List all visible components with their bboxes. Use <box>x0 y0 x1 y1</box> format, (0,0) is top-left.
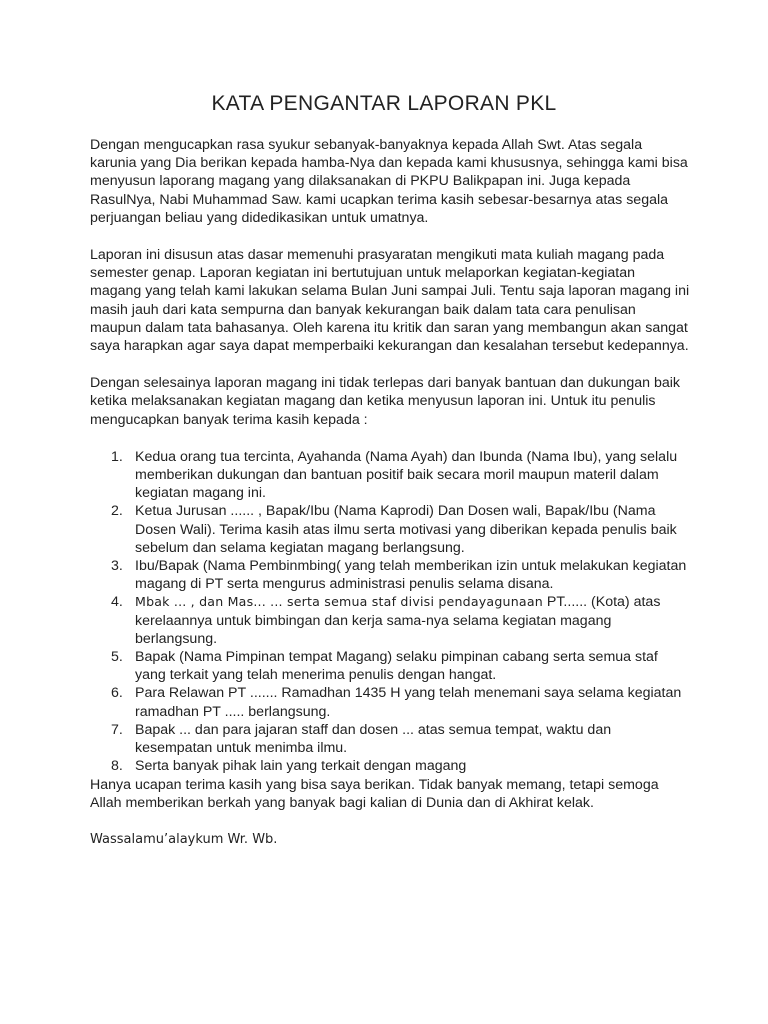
list-item <box>111 757 690 775</box>
list-number: 8. <box>111 758 123 775</box>
list-item <box>111 557 690 593</box>
acknowledgement-list <box>90 448 690 776</box>
list-item <box>111 684 690 720</box>
document-title: KATA PENGANTAR LAPORAN PKL <box>211 92 557 115</box>
paragraph-intro: Dengan mengucapkan rasa syukur sebanyak-banyaknya kepada Allah Swt. Atas segala karunia yang Dia berikan kepada hamba-Nya dan kepada kami khususnya, sehingga kami bisa menyusun laporang magang yang dilaksanakan di PKPU Balikpapan ini. Juga kepada RasulNya, Nabi Muhammad Saw. kami ucapkan terima kasih sebesar-besarnya atas segala perjuangan beliau yang didedikasikan untuk umatnya. <box>90 137 688 226</box>
list-number: 7. <box>111 721 123 738</box>
list-number: 4. <box>111 594 123 611</box>
list-number: 6. <box>111 685 123 702</box>
list-text: Bapak (Nama Pimpinan tempat Magang) selaku pimpinan cabang serta semua staf yang terkait yang telah menerima penulis dengan hangat. <box>135 649 658 684</box>
list-number: 3. <box>111 558 123 575</box>
list-number: 1. <box>111 448 123 465</box>
paragraph-purpose: Laporan ini disusun atas dasar memenuhi prasyaratan mengikuti mata kuliah magang pada semester genap. Laporan kegiatan ini bertutujuan untuk melaporkan kegiatan-kegiatan magang yang telah kami lakukan selama Bulan Juni sampai Juli. Tentu saja laporan magang ini masih jauh dari kata sempurna dan banyak kekurangan baik dalam tata cara penulisan maupun dalam tata bahasanya. Oleh karena itu kritik dan saran yang membangun akan sangat saya harapkan agar saya dapat memperbaiki kekurangan dan kesalahan tersebut kedepannya. <box>90 247 690 355</box>
list-text: Para Relawan PT ....... Ramadhan 1435 H yang telah menemani saya selama kegiatan ramadhan PT ..... berlangsung. <box>135 685 682 720</box>
list-text: PT...... (Kota) atas kerelaannya untuk bimbingan dan kerja sama-nya selama kegiatan magang berlangsung. <box>135 594 661 647</box>
list-item <box>111 593 690 648</box>
list-number: 2. <box>111 503 123 520</box>
signoff: Wassalamu’alaykum Wr. Wb. <box>90 831 278 847</box>
list-text: Ibu/Bapak (Nama Pembinmbing( yang telah memberikan izin untuk melakukan kegiatan magang di PT serta mengurus administrasi penulis selama disana. <box>135 558 687 593</box>
paragraph-closing: Hanya ucapan terima kasih yang bisa saya berikan. Tidak banyak memang, tetapi semoga Allah memberikan berkah yang banyak bagi kalian di Dunia dan di Akhirat kelak. <box>90 776 659 811</box>
list-text-alt-font: Mbak ... , dan Mas... ... serta semua staf divisi pendayagunaan <box>135 594 543 610</box>
list-item <box>111 502 690 557</box>
list-text: Ketua Jurusan ...... , Bapak/Ibu (Nama Kaprodi) Dan Dosen wali, Bapak/Ibu (Nama Dosen Wali). Terima kasih atas ilmu serta motivasi yang diberikan kepada penulis baik sebelum dan selama kegiatan magang berlangsung. <box>135 503 677 556</box>
list-item <box>111 721 690 757</box>
list-text: Kedua orang tua tercinta, Ayahanda (Nama Ayah) dan Ibunda (Nama Ibu), yang selalu memberikan dukungan dan bantuan positif baik secara moril maupun materil dalam kegiatan magang ini. <box>135 448 678 502</box>
list-text: Serta banyak pihak lain yang terkait dengan magang <box>135 758 467 775</box>
document-body <box>90 136 690 868</box>
list-number: 5. <box>111 649 123 666</box>
list-item <box>111 648 690 684</box>
list-text: Bapak ... dan para jajaran staff dan dosen ... atas semua tempat, waktu dan kesempatan untuk menimba ilmu. <box>135 721 612 757</box>
paragraph-thanks-intro: Dengan selesainya laporan magang ini tidak terlepas dari banyak bantuan dan dukungan baik ketika melaksanakan kegiatan magang dan ketika menyusun laporan ini. Untuk itu penulis mengucapkan banyak terima kasih kepada : <box>90 375 680 428</box>
list-item <box>111 448 690 503</box>
